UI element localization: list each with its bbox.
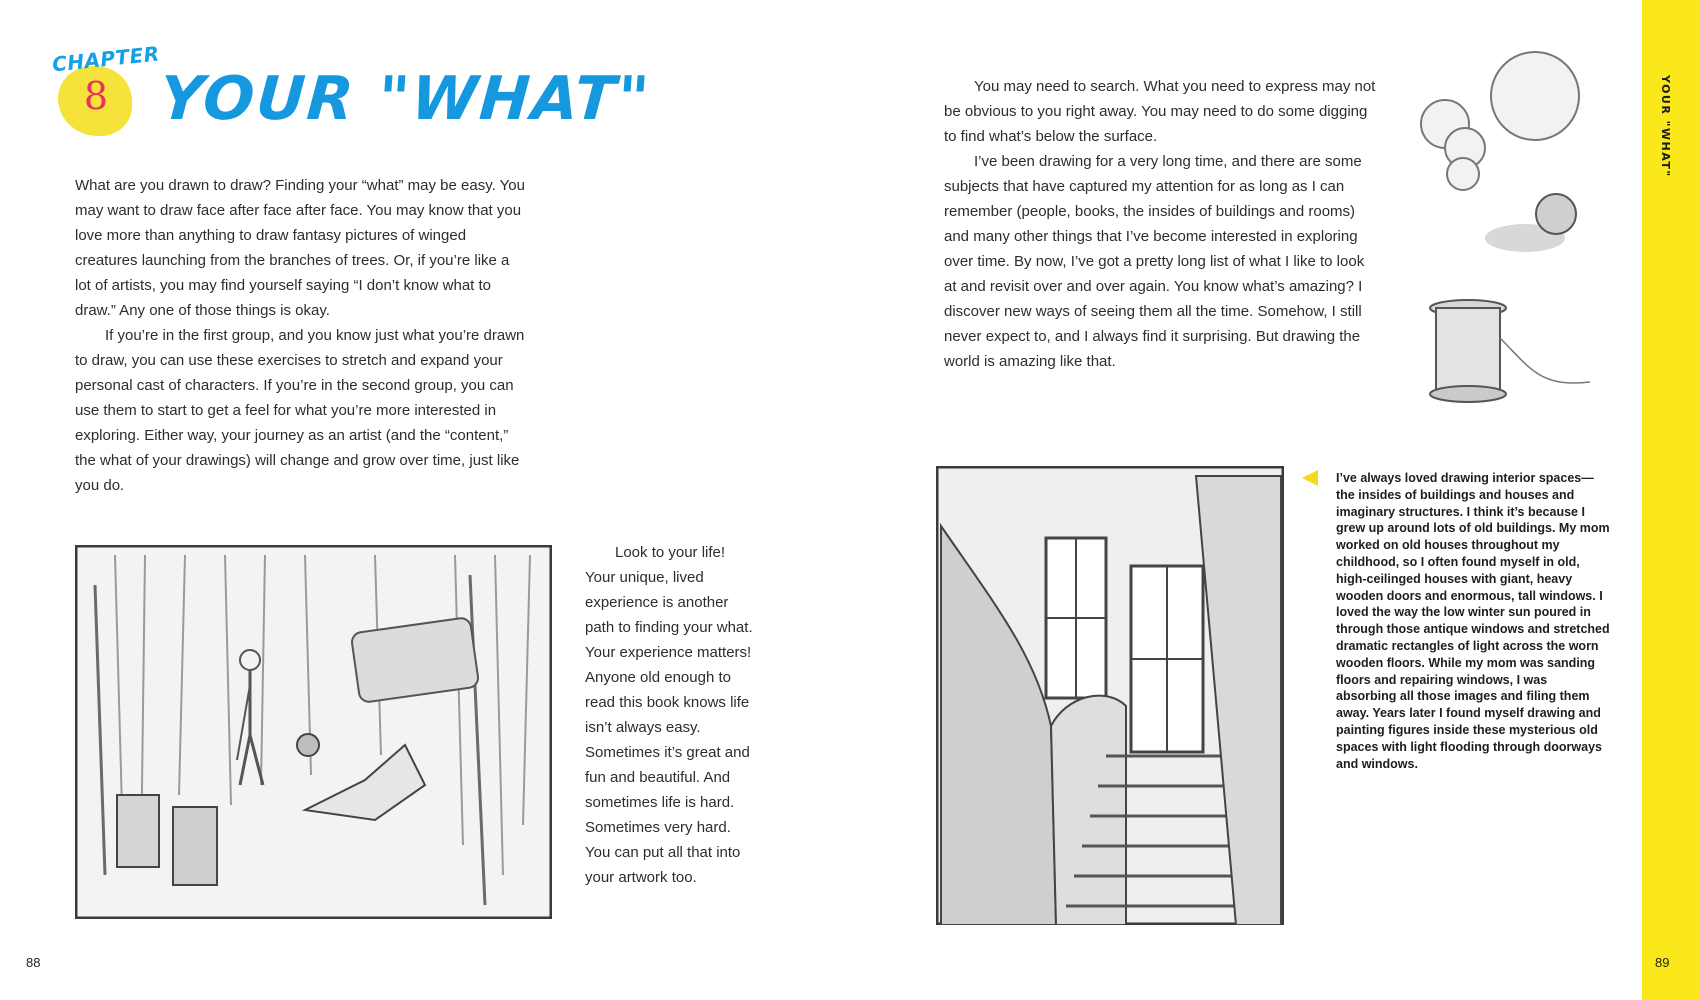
intro-paragraph-2: If you’re in the first group, and you know just what you’re drawn to draw, you can use these exercises to stretch and expand your personal cast of characters. If you’re in the second group, you can use them to start to get a feel for what you’re more interested in exploring. Either way, your journey as an artist (and the “content,” the what of your drawings) will change and grow over time, just like you do. bbox=[75, 327, 525, 494]
caption-pointer-icon bbox=[1302, 470, 1318, 486]
bubbles-and-marble-sketch bbox=[1405, 44, 1615, 264]
intro-text bbox=[75, 173, 527, 498]
chapter-title: YOUR "WHAT" bbox=[157, 64, 654, 134]
right-page-text bbox=[944, 74, 1380, 374]
thread-spool-sketch bbox=[1420, 298, 1600, 408]
right-paragraph-2: I’ve been drawing for a very long time, and there are some subjects that have captured my attention for as long as I can remember (people, books, the insides of buildings and rooms) and many other things that I’ve become interested in exploring over time. By now, I’ve got a pretty long list of what I like to look at and revisit over and over again. You know what’s amazing? I discover new ways of seeing them all the time. Somehow, I still never expect to, and I always find it surprising. But drawing the world is amazing like that. bbox=[944, 153, 1365, 370]
chapter-number: 8 bbox=[83, 74, 109, 118]
page-number-left: 88 bbox=[26, 955, 41, 970]
staircase-sketch-illustration bbox=[936, 466, 1284, 925]
forest-sketch-illustration bbox=[75, 545, 552, 919]
chapter-badge bbox=[50, 41, 161, 138]
illustration-caption: I’ve always loved drawing interior spaces—the insides of buildings and houses and imaginary structures. I think it’s because I grew up around lots of old buildings. My mom worked on old houses throughout my childhood, so I often found myself in old, high-ceilinged houses with giant, heavy wooden doors and enormous, tall windows. I loved the way the low winter sun poured in through those antique windows and stretched dramatic rectangles of light across the worn wooden floors. While my mom was sanding floors and repairing windows, I was absorbing all those images and filing them away. Years later I found myself drawing and painting figures inside these mysterious old spaces with light flooding through doorways and windows. bbox=[1336, 471, 1610, 771]
chapter-side-tab-label: YOUR "WHAT" bbox=[1659, 75, 1672, 178]
intro-paragraph-1: What are you drawn to draw? Finding your “what” may be easy. You may want to draw face after face after face. You may know that you love more than anything to draw fantasy pictures of winged creatures launching from the branches of trees. Or, if you’re like a lot of artists, you may find yourself saying “I don’t know what to draw.” Any one of those things is okay. bbox=[75, 177, 525, 319]
right-paragraph-1: You may need to search. What you need to express may not be obvious to you right away. You may need to do some digging to find what’s below the surface. bbox=[944, 78, 1376, 145]
page-number-right: 89 bbox=[1655, 955, 1670, 970]
sidebar-text: Look to your life! Your unique, lived experience is another path to finding your what. Your experience matters! Anyone old enough to read this book knows life isn’t always easy. Sometimes it’s great and fun and beautiful. And sometimes life is hard. Sometimes very hard. You can put all that into your artwork too. bbox=[585, 544, 753, 886]
chapter-label: CHAPTER bbox=[50, 41, 161, 77]
